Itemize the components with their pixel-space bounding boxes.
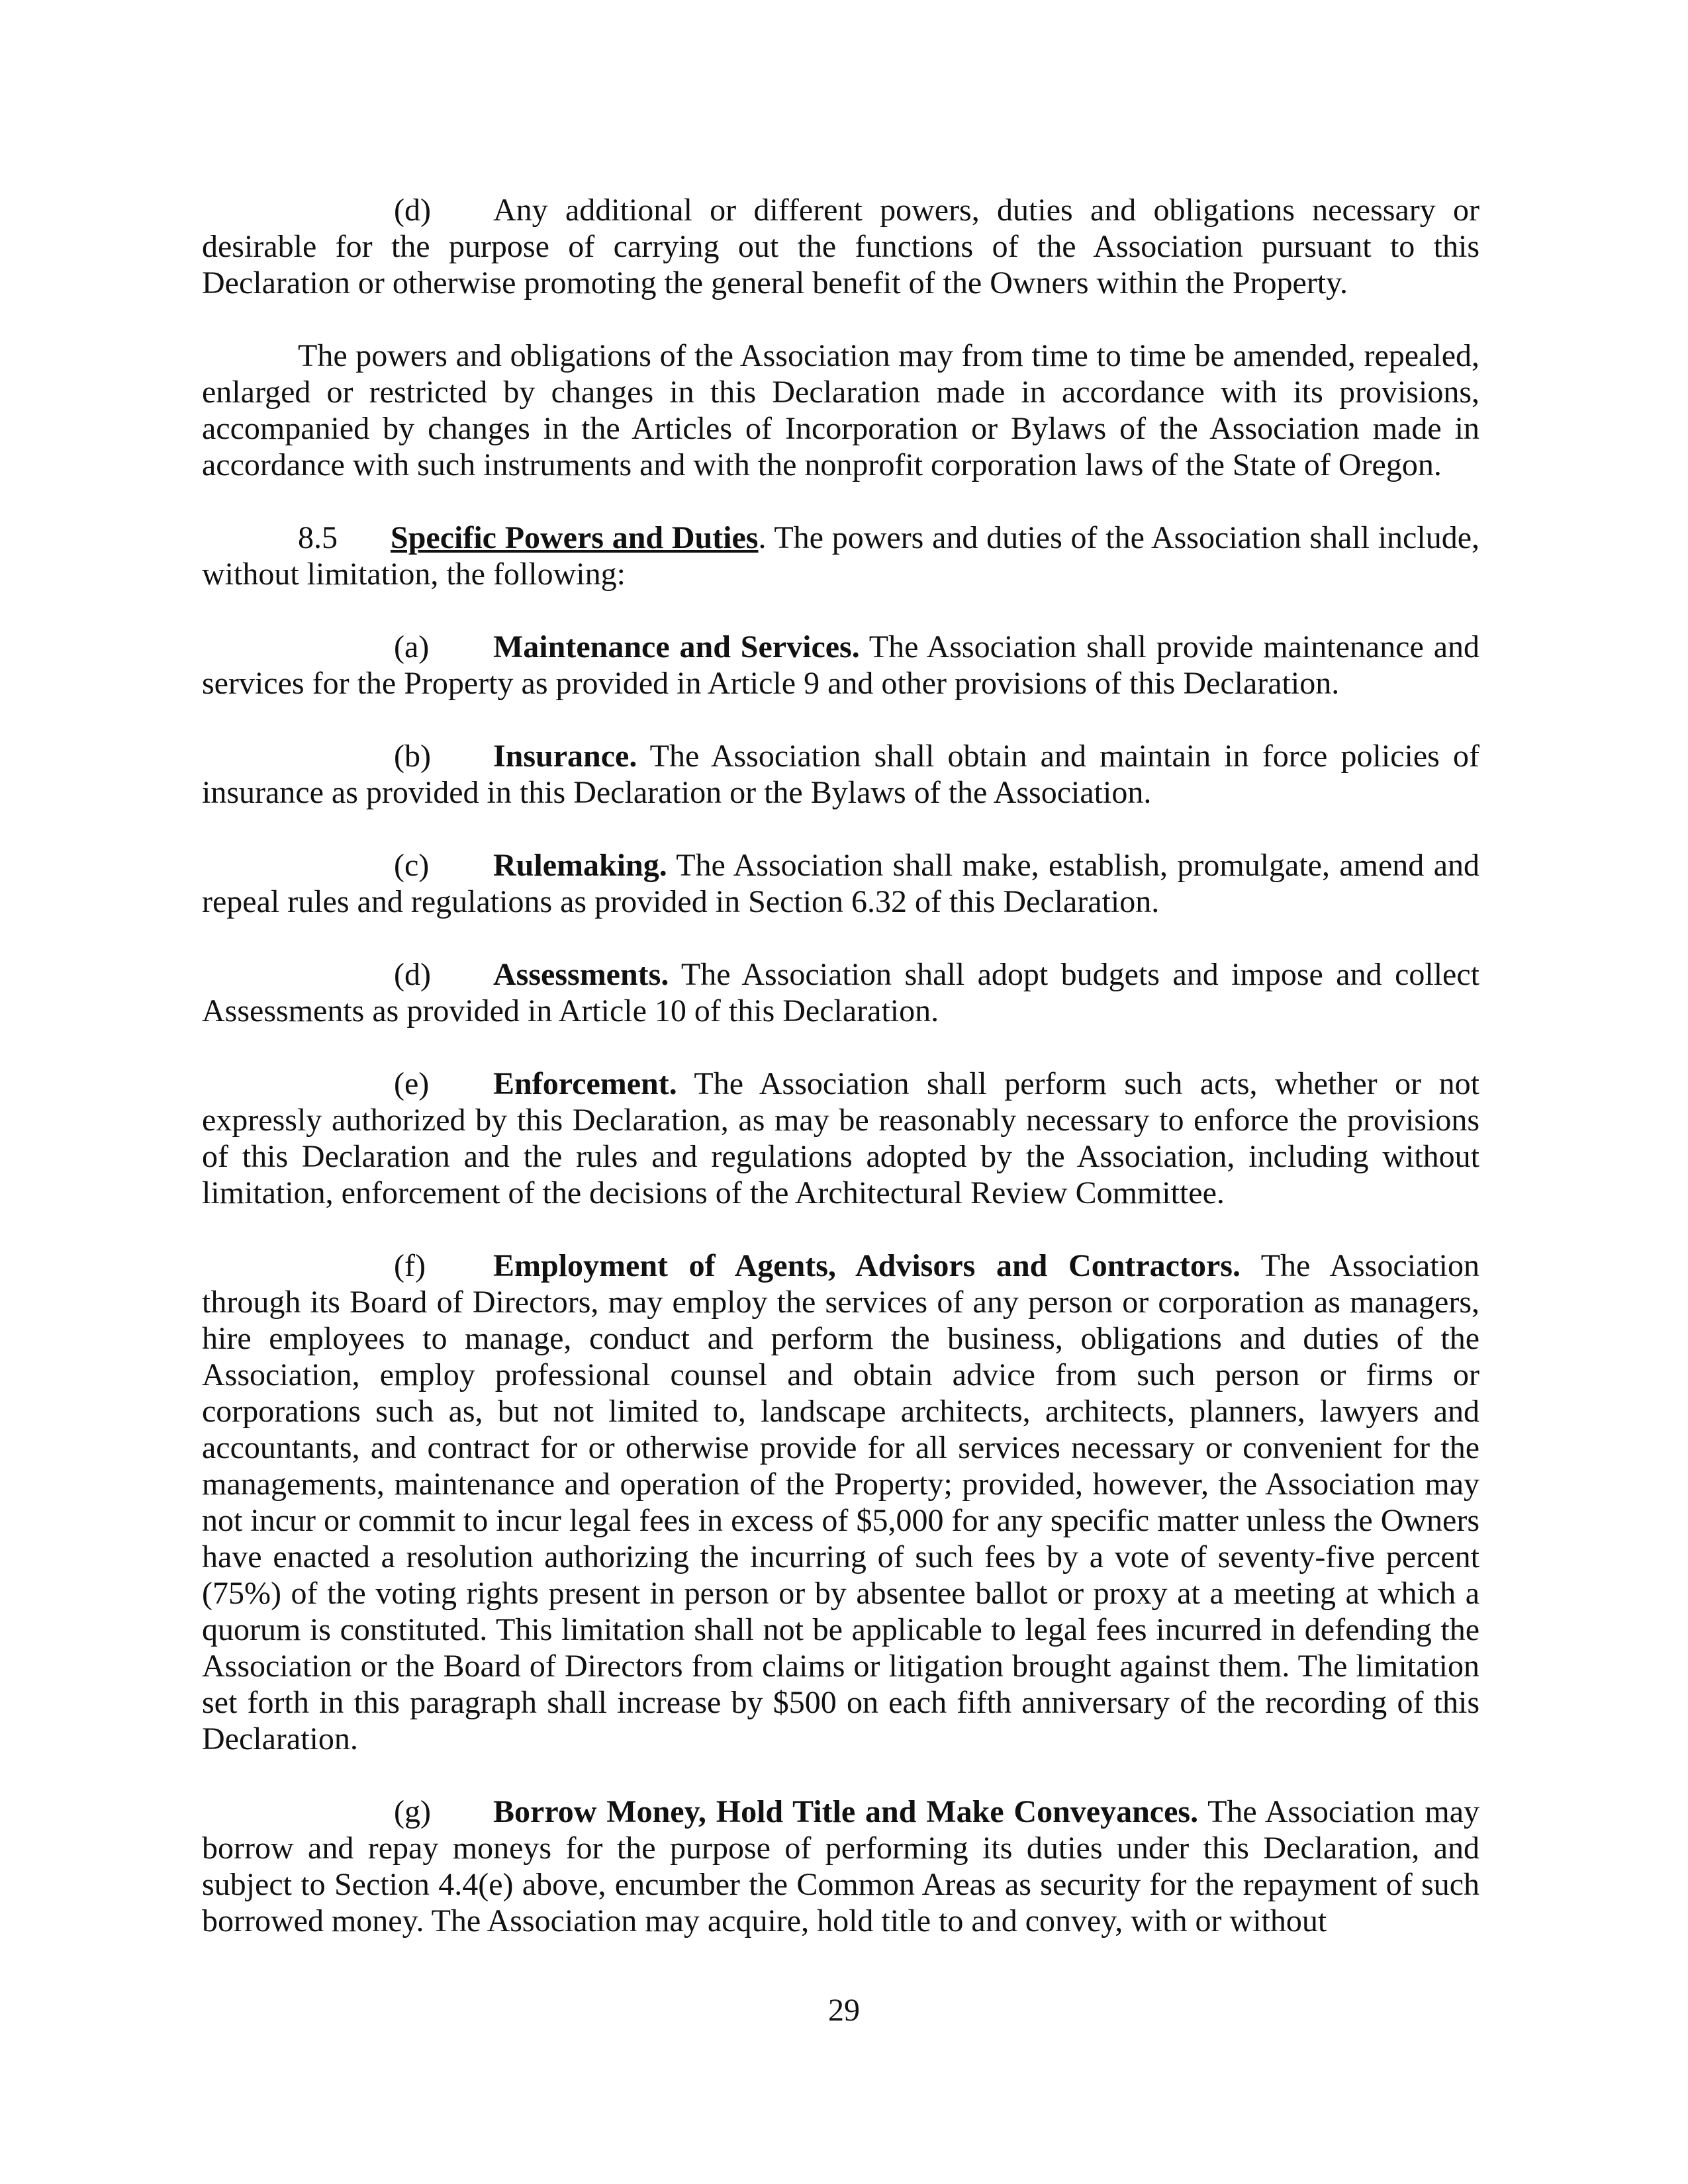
paragraph-text: The Association may borrow and repay moneys for the purpose of performing its duties under this Declaration, and subject to Section 4.4(e) above, encumber the Common Areas as security for the repayment of such borrowed money. The Association may acquire, hold title to and convey, with or without [202,1794,1480,1938]
paragraph-label: (d) [394,193,431,228]
paragraph-c [202,847,1479,920]
paragraph-text: Any additional or different powers, duties and obligations necessary or desirable for the purpose of carrying out the functions of the Association pursuant to this Declaration or otherwise promoting the general benefit of the Owners within the Property. [202,193,1479,300]
paragraph-a [202,629,1479,702]
paragraph-label: (b) [394,739,431,774]
paragraph-heading: Enforcement. [493,1066,677,1101]
paragraph-label: (c) [394,848,430,883]
paragraph-text: The Association shall provide maintenance and services for the Property as provided in Article 9 and other provisions of this Declaration. [202,629,1479,701]
paragraph-e [202,1066,1479,1211]
paragraph-text: The Association shall obtain and maintain in force policies of insurance as provided in this Declaration or the Bylaws of the Association. [202,739,1479,810]
paragraph-d [202,956,1479,1029]
paragraph-heading: Insurance. [493,739,637,774]
paragraph-text: The powers and obligations of the Association may from time to time be amended, repealed, enlarged or restricted by changes in this Declaration made in accordance with its provisions, accompanied by changes in the Articles of Incorporation or Bylaws of the Association made in accordance with such instruments and with the nonprofit corporation laws of the State of Oregon. [202,338,1479,482]
paragraph-text: The Association shall make, establish, promulgate, amend and repeal rules and regulations as provided in Section 6.32 of this Declaration. [202,848,1479,919]
section-8-5 [202,520,1479,592]
paragraph-heading: Rulemaking. [493,848,667,883]
paragraph-label: (e) [394,1066,430,1101]
paragraph-text: The Association through its Board of Directors, may employ the services of any person or corporation as managers, hire employees to manage, conduct and perform the business, obligations and duties of the Association, employ professional counsel and obtain advice from such person or firms or corporations such as, but not limited to, landscape architects, architects, planners, lawyers and accountants, and contract for or otherwise provide for all services necessary or convenient for the managements, maintenance and operation of the Property; provided, however, the Association may not incur or commit to incur legal fees in excess of $5,000 for any specific matter unless the Owners have enacted a resolution authorizing the incurring of such fees by a vote of seventy-five percent (75%) of the voting rights present in person or by absentee ballot or proxy at a meeting at which a quorum is constituted. This limitation shall not be applicable to legal fees incurred in defending the Association or the Board of Directors from claims or litigation brought against them. The limitation set forth in this paragraph shall increase by $500 on each fifth anniversary of the recording of this Declaration. [202,1248,1480,1756]
paragraph-f [202,1248,1479,1757]
paragraph-heading: Borrow Money, Hold Title and Make Conveyances. [493,1794,1199,1829]
paragraph-label: (a) [394,629,430,664]
paragraph-text: The Association shall perform such acts, whether or not expressly authorized by this Declaration, as may be reasonably necessary to enforce the provisions of this Declaration and the rules and regulations adopted by the Association, including without limitation, enforcement of the decisions of the Architectural Review Committee. [202,1066,1479,1210]
section-number: 8.5 [298,520,338,555]
paragraph-label: (d) [394,957,431,992]
section-heading: Specific Powers and Duties [391,520,759,555]
page-number: 29 [828,1993,860,2028]
paragraph-text: The Association shall adopt budgets and impose and collect Assessments as provided in Article 10 of this Declaration. [202,957,1479,1028]
paragraph-amendment [202,338,1479,483]
paragraph-g [202,1794,1479,1939]
paragraph-b [202,738,1479,811]
section-text: . The powers and duties of the Association shall include, without limitation, the following: [202,520,1480,592]
paragraph-heading: Maintenance and Services. [493,629,860,664]
paragraph-label: (g) [394,1794,431,1829]
paragraph-heading: Assessments. [493,957,669,992]
paragraph-label: (f) [394,1248,426,1283]
paragraph-d-general [202,192,1479,301]
paragraph-heading: Employment of Agents, Advisors and Contractors. [493,1248,1241,1283]
